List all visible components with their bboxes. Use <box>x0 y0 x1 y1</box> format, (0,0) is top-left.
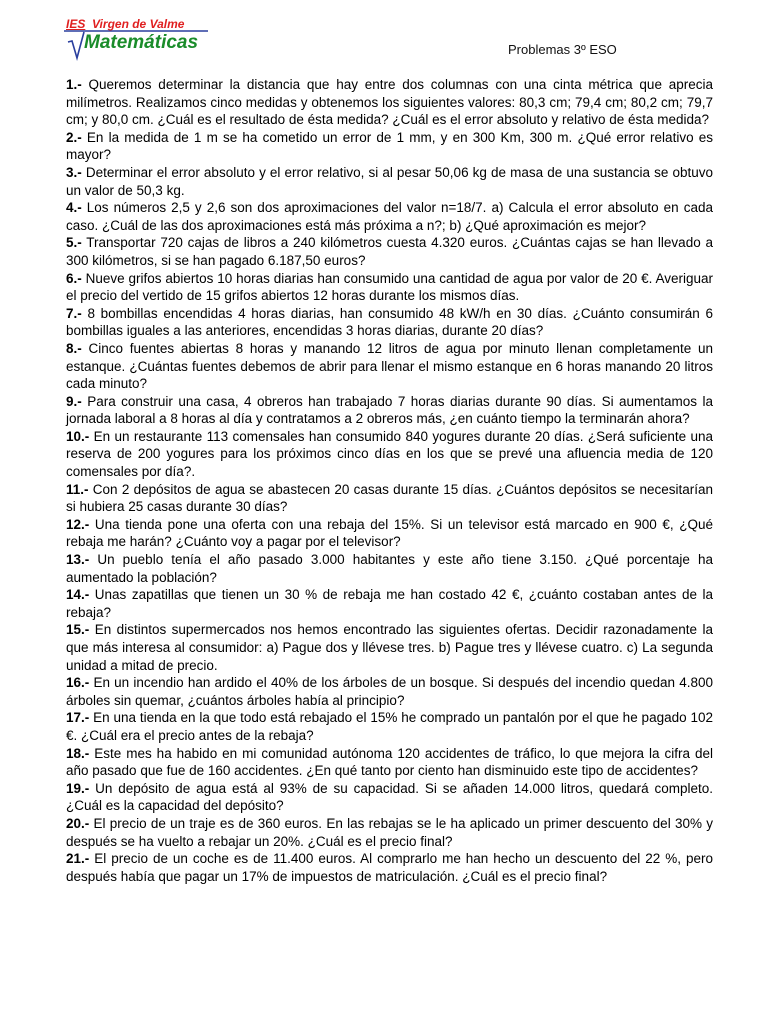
problem-number: 17.- <box>66 710 90 726</box>
problem-item <box>66 270 713 305</box>
problem-item <box>66 428 713 481</box>
problem-text: En un incendio han ardido el 40% de los árboles de un bosque. Si después del incendio quedan 4.800 árboles sin quemar, ¿cuántos árboles había al principio? <box>66 675 713 708</box>
problem-item <box>66 674 713 709</box>
problem-item <box>66 305 713 340</box>
problem-text: Determinar el error absoluto y el error relativo, si al pesar 50,06 kg de masa de una sustancia se obtuvo un valor de 50,3 kg. <box>66 164 713 198</box>
problem-item <box>66 815 713 850</box>
problem-item <box>66 481 713 516</box>
problem-number: 3.- <box>66 164 82 180</box>
problem-number: 1.- <box>66 77 82 92</box>
problem-number: 12.- <box>66 516 90 532</box>
problem-text: En distintos supermercados nos hemos encontrado las siguientes ofertas. Decidir razonadamente la que más interesa al consumidor: a) Pague dos y llévese tres. b) Pague tres y llévese cuatro. c) La segunda unidad a mitad de precio. <box>66 622 713 673</box>
problem-text: Cinco fuentes abiertas 8 horas y manando 12 litros de agua por minuto llenan completamente un estanque. ¿Cuántas fuentes debemos de abrir para llenar el mismo estanque en 6 horas manando 20 litros cada minuto? <box>66 340 713 392</box>
problem-text: Nueve grifos abiertos 10 horas diarias han consumido una cantidad de agua por valor de 20 €. Averiguar el precio del vertido de 15 grifos abiertos 12 horas durante los mismos días. <box>66 270 713 304</box>
problem-number: 18.- <box>66 745 90 761</box>
problem-item <box>66 393 713 428</box>
logo-ies-text: IES <box>66 17 86 31</box>
problem-item <box>66 234 713 269</box>
problem-number: 4.- <box>66 200 82 216</box>
problem-text: Para construir una casa, 4 obreros han trabajado 7 horas diarias durante 90 días. Si aumentamos la jornada laboral a 8 horas al día y contratamos a 2 obreros más, ¿en cuánto tiempo la terminarán ahora? <box>66 393 713 427</box>
problem-text: Transportar 720 cajas de libros a 240 kilómetros cuesta 4.320 euros. ¿Cuántas cajas se han llevado a 300 kilómetros, si se han pagado 6.187,50 euros? <box>66 235 713 268</box>
problem-number: 14.- <box>66 587 90 603</box>
problem-text: Un depósito de agua está al 93% de su capacidad. Si se añaden 14.000 litros, quedará completo. ¿Cuál es la capacidad del depósito? <box>66 780 713 814</box>
problem-text: Los números 2,5 y 2,6 son dos aproximaciones del valor n=18/7. a) Calcula el error absoluto en cada caso. ¿Cuál de las dos aproximaciones está más próxima a n?; b) ¿Qué aproximación es mejor? <box>66 200 713 233</box>
page-header <box>0 0 768 72</box>
problem-number: 16.- <box>66 675 90 691</box>
problem-number: 13.- <box>66 552 90 568</box>
logo-subject-name: Matemáticas <box>84 32 199 53</box>
problem-text: El precio de un coche es de 11.400 euros. Al comprarlo me han hecho un descuento del 22 %, pero después había que pagar un 17% de impuestos de matriculación. ¿Cuál es el precio final? <box>66 851 713 884</box>
problem-list <box>66 76 713 885</box>
problem-number: 15.- <box>66 622 90 638</box>
problem-item <box>66 164 713 199</box>
problem-item <box>66 745 713 780</box>
problem-number: 5.- <box>66 235 82 251</box>
problem-item <box>66 850 713 885</box>
problem-item <box>66 76 713 129</box>
problem-number: 7.- <box>66 305 82 321</box>
problem-number: 10.- <box>66 428 90 444</box>
problem-item <box>66 586 713 621</box>
problem-item <box>66 129 713 164</box>
problem-number: 6.- <box>66 270 82 286</box>
problem-number: 19.- <box>66 780 90 796</box>
document-title: Problemas 3º ESO <box>508 42 617 57</box>
problem-text: 8 bombillas encendidas 4 horas diarias, han consumido 48 kW/h en 30 días. ¿Cuánto consumirán 6 bombillas iguales a las anteriores, encendidas 3 horas diarias, durante 20 días? <box>66 305 713 339</box>
problem-text: Con 2 depósitos de agua se abastecen 20 casas durante 15 días. ¿Cuántos depósitos se necesitarían si hubiera 25 casas durante 30 días? <box>66 481 713 515</box>
problem-text: Unas zapatillas que tienen un 30 % de rebaja me han costado 42 €, ¿cuánto costaban antes de la rebaja? <box>66 587 713 620</box>
problem-text: Una tienda pone una oferta con una rebaja del 15%. Si un televisor está marcado en 900 €, ¿Qué rebaja me harán? ¿Cuánto voy a pagar por el televisor? <box>66 516 713 550</box>
problem-text: En una tienda en la que todo está rebajado el 15% he comprado un pantalón por el que he pagado 102 €. ¿Cuál era el precio antes de la rebaja? <box>66 710 713 743</box>
problem-item <box>66 199 713 234</box>
problem-item <box>66 340 713 393</box>
problem-item <box>66 709 713 744</box>
problem-number: 8.- <box>66 340 82 356</box>
problem-text: Este mes ha habido en mi comunidad autónoma 120 accidentes de tráfico, lo que mejora la cifra del año pasado que fue de 160 accidentes. ¿En qué tanto por ciento han disminuido este tipo de accidentes? <box>66 745 713 779</box>
problem-number: 9.- <box>66 393 82 409</box>
problem-item <box>66 780 713 815</box>
problem-item <box>66 621 713 674</box>
school-logo <box>62 14 212 62</box>
problem-number: 11.- <box>66 481 89 497</box>
problem-item <box>66 551 713 586</box>
problem-number: 21.- <box>66 851 90 867</box>
problem-text: Un pueblo tenía el año pasado 3.000 habitantes y este año tiene 3.150. ¿Qué porcentaje ha aumentado la población? <box>66 552 713 585</box>
problem-text: En la medida de 1 m se ha cometido un error de 1 mm, y en 300 Km, 300 m. ¿Qué error relativo es mayor? <box>66 129 713 163</box>
problem-text: Queremos determinar la distancia que hay entre dos columnas con una cinta métrica que aprecia milímetros. Realizamos cinco medidas y obtenemos los siguientes valores: 80,3 cm; 79,4 cm; 80,2 cm; 79,7 cm; y 80,0 cm. ¿Cuál es el resultado de ésta medida? ¿Cuál es el error absoluto y relativo de ésta medida? <box>66 77 713 128</box>
problem-text: En un restaurante 113 comensales han consumido 840 yogures durante 20 días. ¿Será suficiente una reserva de 200 yogures para los próximos cinco días en los que se prevé una afluencia media de 120 comensales por día?. <box>66 428 713 480</box>
problem-item <box>66 516 713 551</box>
problem-number: 20.- <box>66 815 90 831</box>
problem-text: El precio de un traje es de 360 euros. En las rebajas se le ha aplicado un primer descuento del 30% y después se ha vuelto a rebajar un 20%. ¿Cuál es el precio final? <box>66 815 713 849</box>
logo-school-name: Virgen de Valme <box>92 17 185 31</box>
problem-number: 2.- <box>66 129 82 145</box>
